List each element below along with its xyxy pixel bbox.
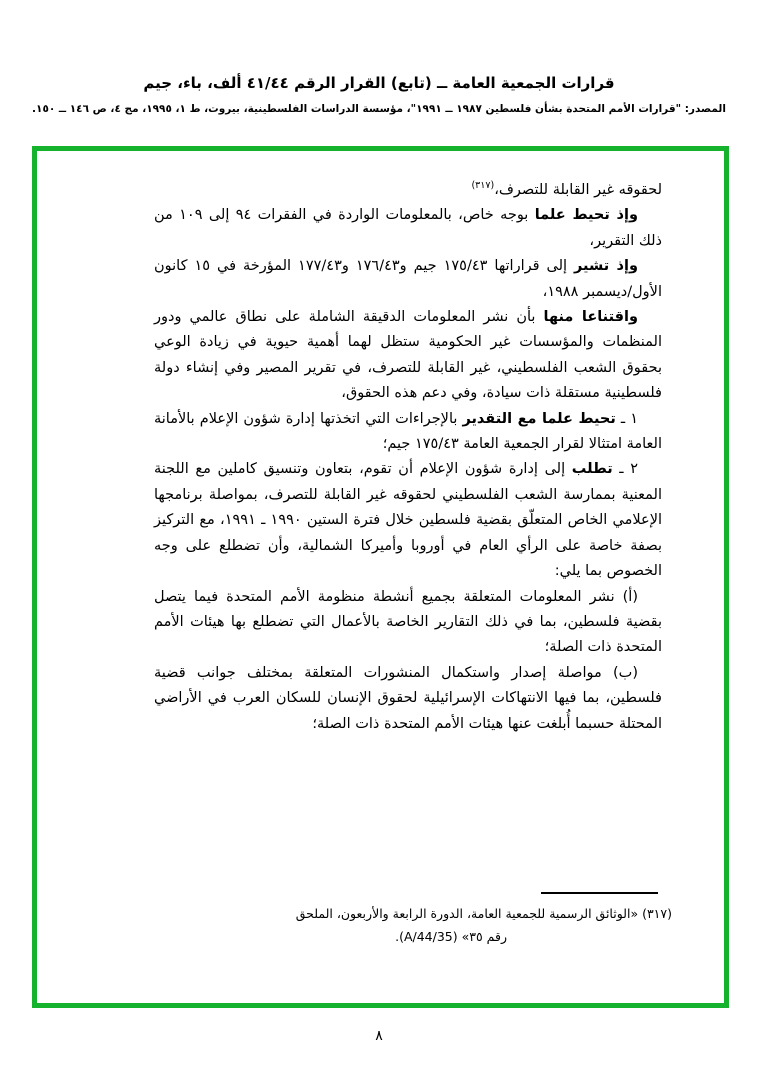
paragraph-text: بأن نشر المعلومات الدقيقة الشاملة على نطاق عالمي ودور المنظمات والمؤسسات غير الحكومية ستظل لهما أهمية حيوية في زيادة الوعي بحقوق الشعب الفلسطيني، غير القابلة للتصرف، في تقرير المصير وفي إنشاء دولة فلسطينية مستقلة ذات سيادة، وفي دعم هذه الحقوق،	[154, 309, 662, 402]
footnote	[295, 903, 672, 948]
preamble-opener: وإذ تشير	[574, 258, 638, 275]
operative-paragraph-2	[154, 457, 662, 584]
source-citation-line: المصدر: "قرارات الأمم المتحدة بشأن فلسطين ١٩٨٧ ــ ١٩٩١"، مؤسسة الدراسات الفلسطينية، بيروت، ط ١، ١٩٩٥، مج ٤، ص ١٤٦ ــ ١٥٠.	[32, 103, 726, 115]
preamble-paragraph	[154, 254, 662, 305]
page-title: قرارات الجمعية العامة ــ (تابع) القرار الرقم ٤١/٤٤ ألف، باء، جيم	[143, 74, 615, 92]
footnote-line: رقم ٣٥» (A/44/35).	[395, 928, 507, 944]
preamble-paragraph	[154, 305, 662, 407]
preamble-paragraph	[154, 203, 662, 254]
paragraph-text: (أ) نشر المعلومات المتعلقة بجميع أنشطة منظومة الأمم المتحدة فيما يتصل بقضية فلسطين، بما في ذلك التقارير الخاصة بالأعمال التي تضطلع بها هيئات الأمم المتحدة ذات الصلة؛	[154, 588, 662, 656]
paragraph-text: لحقوقه غير القابلة للتصرف،	[494, 182, 662, 198]
footnote-reference: (٣١٧)	[471, 180, 495, 192]
footnote-line: (٣١٧) «الوثائق الرسمية للجمعية العامة، الدورة الرابعة والأربعون، الملحق	[295, 906, 672, 921]
footnote-separator-rule	[541, 892, 658, 894]
resolution-text	[154, 178, 662, 737]
paragraph-continuation	[154, 178, 662, 203]
paragraph-text: بالإجراءات التي اتخذتها إدارة شؤون الإعلام بالأمانة العامة امتثالا لقرار الجمعية العامة ١٧٥/٤٣ جيم؛	[154, 410, 662, 453]
subparagraph-a	[154, 585, 662, 661]
paragraph-number: ١ ـ	[615, 410, 638, 427]
preamble-opener: وإذ تحيط علما	[534, 207, 638, 224]
operative-verb: تحيط علما مع التقدير	[462, 410, 616, 427]
preamble-opener: واقتناعا منها	[543, 309, 638, 326]
content-border-box	[32, 146, 729, 1008]
paragraph-text: إلى قراراتها ١٧٥/٤٣ جيم و١٧٦/٤٣ و١٧٧/٤٣ المؤرخة في ١٥ كانون الأول/ديسمبر ١٩٨٨،	[154, 258, 662, 300]
paragraph-text: إلى إدارة شؤون الإعلام أن تقوم، بتعاون وتنسيق كاملين مع اللجنة المعنية بممارسة الشعب الفلسطيني لحقوقه غير القابلة للتصرف، بمواصلة برنامجها الإعلامي الخاص المتعلّق بقضية فلسطين خلال فترة الستين ١٩٩٠ ـ ١٩٩١، مع التركيز بصفة خاصة على الرأي العام في أوروبا وأميركا الشمالية، وأن تضطلع على وجه الخصوص بما يلي:	[154, 461, 663, 580]
operative-verb: تطلب	[571, 461, 613, 478]
paragraph-text: بوجه خاص، بالمعلومات الواردة في الفقرات ٩٤ إلى ١٠٩ من ذلك التقرير،	[154, 207, 662, 249]
paragraph-text: (ب) مواصلة إصدار واستكمال المنشورات المتعلقة بمختلف جوانب قضية فلسطين، بما فيها الانتهاكات الإسرائيلية لحقوق الإنسان للسكان العرب في الأراضي المحتلة حسبما أُبلغت عنها هيئات الأمم المتحدة ذات الصلة؛	[154, 664, 662, 732]
subparagraph-b	[154, 661, 662, 737]
paragraph-number: ٢ ـ	[612, 461, 639, 478]
operative-paragraph-1	[154, 407, 662, 458]
page-number: ٨	[375, 1028, 383, 1044]
